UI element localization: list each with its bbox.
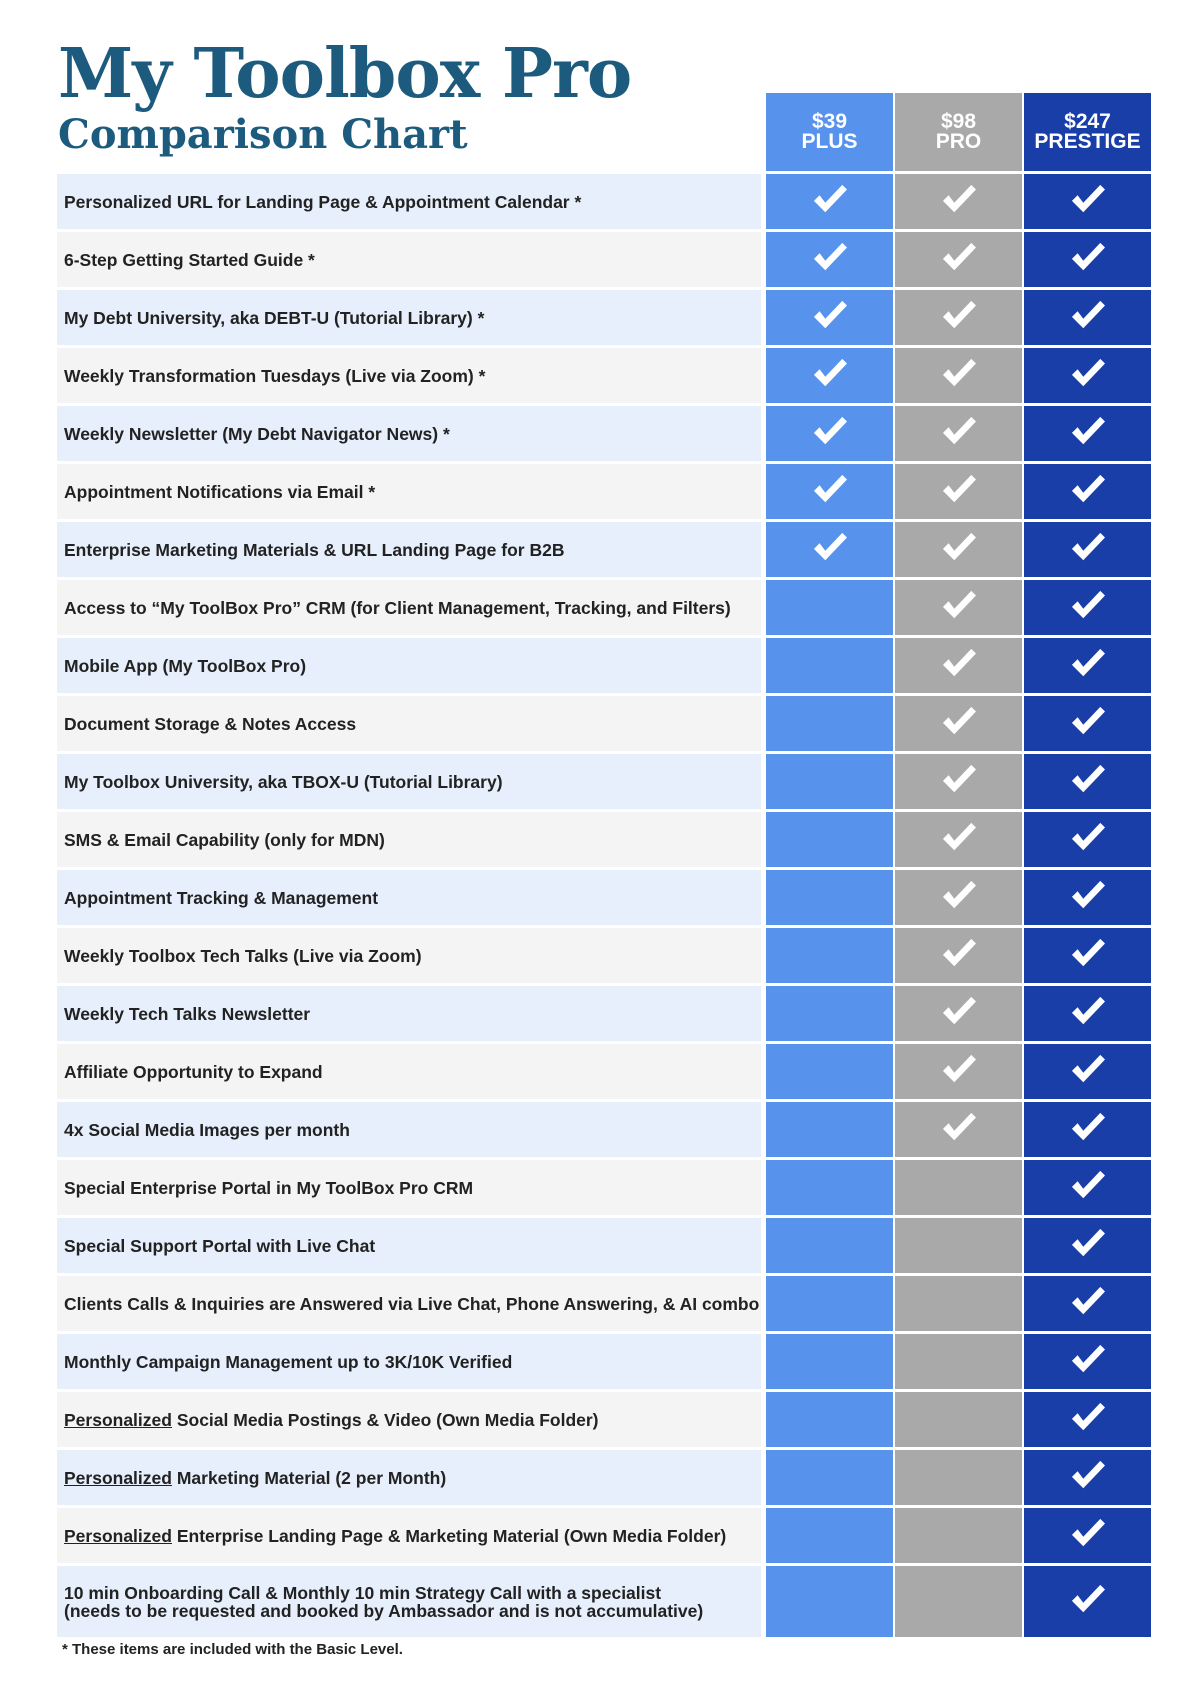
feature-text-body: Personalized URL for Landing Page & Appointment Calendar * [64, 191, 582, 212]
checkmark-icon [1069, 1458, 1107, 1497]
cell-prestige [1024, 986, 1151, 1041]
table-row [57, 406, 1152, 461]
cell-plus [766, 232, 893, 287]
cell-plus [766, 696, 893, 751]
checkmark-icon [1069, 820, 1107, 859]
feature-emphasis: Personalized [64, 1467, 172, 1488]
cell-prestige [1024, 870, 1151, 925]
checkmark-icon [1069, 1400, 1107, 1439]
checkmark-icon [1069, 182, 1107, 221]
feature-label [57, 754, 761, 809]
cell-prestige [1024, 406, 1151, 461]
checkmark-icon [940, 240, 978, 279]
feature-text [64, 1179, 761, 1197]
cell-plus [766, 870, 893, 925]
feature-text [64, 483, 761, 501]
cell-plus [766, 1392, 893, 1447]
feature-text [64, 1527, 761, 1545]
cell-pro [895, 290, 1022, 345]
feature-text-body: Appointment Tracking & Management [64, 887, 379, 908]
table-row [57, 1450, 1152, 1505]
cell-plus [766, 1276, 893, 1331]
cell-plus [766, 522, 893, 577]
feature-label [57, 1218, 761, 1273]
cell-pro [895, 754, 1022, 809]
checkmark-icon [940, 1052, 978, 1091]
cell-prestige [1024, 348, 1151, 403]
feature-text-body: 10 min Onboarding Call & Monthly 10 min Strategy Call with a specialist [64, 1582, 662, 1603]
checkmark-icon [1069, 356, 1107, 395]
plan-name: PRO [935, 130, 982, 153]
cell-prestige [1024, 522, 1151, 577]
cell-plus [766, 754, 893, 809]
feature-label [57, 406, 761, 461]
feature-text-body: My Debt University, aka DEBT-U (Tutorial Library) * [64, 307, 485, 328]
footnote: * These items are included with the Basic Level. [62, 1641, 403, 1658]
feature-text [64, 773, 761, 791]
feature-text [64, 1237, 761, 1255]
feature-label [57, 928, 761, 983]
checkmark-icon [1069, 530, 1107, 569]
table-row [57, 522, 1152, 577]
checkmark-icon [1069, 762, 1107, 801]
feature-label [57, 696, 761, 751]
feature-text-body: Weekly Newsletter (My Debt Navigator News) * [64, 423, 450, 444]
feature-label [57, 290, 761, 345]
cell-plus [766, 812, 893, 867]
cell-prestige [1024, 1276, 1151, 1331]
feature-text [64, 1469, 761, 1487]
table-row [57, 174, 1152, 229]
cell-prestige [1024, 1334, 1151, 1389]
feature-text-body: Enterprise Landing Page & Marketing Material (Own Media Folder) [171, 1525, 727, 1546]
checkmark-icon [811, 356, 849, 395]
cell-plus [766, 928, 893, 983]
cell-prestige [1024, 638, 1151, 693]
feature-label [57, 580, 761, 635]
checkmark-icon [1069, 1342, 1107, 1381]
plan-price: $39 [811, 110, 848, 133]
feature-emphasis: Personalized [64, 1409, 172, 1430]
cell-plus [766, 1508, 893, 1563]
feature-text-body: Special Support Portal with Live Chat [64, 1235, 376, 1256]
feature-label [57, 1450, 761, 1505]
cell-prestige [1024, 1450, 1151, 1505]
feature-text [64, 425, 761, 443]
cell-plus [766, 580, 893, 635]
table-row [57, 1276, 1152, 1331]
feature-label [57, 1044, 761, 1099]
feature-label [57, 1102, 761, 1157]
feature-label [57, 1276, 761, 1331]
table-row [57, 1218, 1152, 1273]
table-row [57, 638, 1152, 693]
checkmark-icon [940, 356, 978, 395]
feature-text-body: Mobile App (My ToolBox Pro) [64, 655, 307, 676]
cell-plus [766, 638, 893, 693]
cell-pro [895, 1218, 1022, 1273]
cell-pro [895, 522, 1022, 577]
feature-label [57, 638, 761, 693]
feature-text-body: 4x Social Media Images per month [64, 1119, 350, 1140]
table-row [57, 348, 1152, 403]
checkmark-icon [940, 414, 978, 453]
feature-text [64, 541, 761, 559]
feature-text-body: Weekly Transformation Tuesdays (Live via Zoom) * [64, 365, 486, 386]
feature-label [57, 464, 761, 519]
table-row [57, 232, 1152, 287]
table-row [57, 696, 1152, 751]
table-row [57, 580, 1152, 635]
table-row [57, 754, 1152, 809]
checkmark-icon [1069, 240, 1107, 279]
feature-label [57, 1508, 761, 1563]
feature-text-body: Enterprise Marketing Materials & URL Landing Page for B2B [64, 539, 565, 560]
feature-text [64, 1411, 761, 1429]
plan-header-plus [766, 93, 893, 171]
feature-text [64, 715, 761, 733]
feature-text [64, 1121, 761, 1139]
cell-plus [766, 1218, 893, 1273]
checkmark-icon [940, 472, 978, 511]
feature-text [64, 251, 761, 269]
cell-prestige [1024, 1160, 1151, 1215]
plan-price: $98 [940, 110, 977, 133]
cell-pro [895, 986, 1022, 1041]
feature-text [64, 1295, 761, 1313]
checkmark-icon [1069, 878, 1107, 917]
feature-text [64, 1063, 761, 1081]
checkmark-icon [811, 414, 849, 453]
cell-pro [895, 1102, 1022, 1157]
checkmark-icon [811, 182, 849, 221]
cell-pro [895, 1276, 1022, 1331]
table-row [57, 986, 1152, 1041]
checkmark-icon [1069, 1168, 1107, 1207]
cell-prestige [1024, 580, 1151, 635]
feature-emphasis: Personalized [64, 1525, 172, 1546]
plan-header-pro [895, 93, 1022, 171]
table-row [57, 1334, 1152, 1389]
plan-price: $247 [1064, 110, 1111, 133]
cell-pro [895, 1508, 1022, 1563]
feature-label [57, 870, 761, 925]
checkmark-icon [940, 704, 978, 743]
cell-pro [895, 870, 1022, 925]
cell-pro [895, 348, 1022, 403]
cell-plus [766, 290, 893, 345]
cell-prestige [1024, 812, 1151, 867]
cell-pro [895, 580, 1022, 635]
cell-prestige [1024, 464, 1151, 519]
feature-text [64, 889, 761, 907]
feature-text-body: Access to “My ToolBox Pro” CRM (for Client Management, Tracking, and Filters) [64, 597, 731, 618]
page-title: My Toolbox Pro [58, 34, 632, 114]
checkmark-icon [1069, 1284, 1107, 1323]
feature-text [64, 947, 761, 965]
feature-text-body: Weekly Tech Talks Newsletter [64, 1003, 311, 1024]
checkmark-icon [1069, 1582, 1107, 1621]
feature-text [64, 831, 761, 849]
cell-pro [895, 638, 1022, 693]
cell-prestige [1024, 1044, 1151, 1099]
checkmark-icon [940, 936, 978, 975]
feature-label [57, 1566, 761, 1637]
table-row [57, 290, 1152, 345]
cell-prestige [1024, 928, 1151, 983]
checkmark-icon [940, 298, 978, 337]
checkmark-icon [1069, 1226, 1107, 1265]
checkmark-icon [811, 240, 849, 279]
cell-pro [895, 464, 1022, 519]
feature-text [64, 367, 761, 385]
feature-text [64, 309, 761, 327]
feature-text-body: Weekly Toolbox Tech Talks (Live via Zoom) [64, 945, 422, 966]
cell-plus [766, 1102, 893, 1157]
feature-text-body: Clients Calls & Inquiries are Answered via Live Chat, Phone Answering, & AI combo [64, 1293, 760, 1314]
feature-text-body: SMS & Email Capability (only for MDN) [64, 829, 385, 850]
comparison-table [57, 174, 1152, 1640]
cell-prestige [1024, 696, 1151, 751]
table-row [57, 928, 1152, 983]
checkmark-icon [1069, 994, 1107, 1033]
feature-text [64, 1584, 761, 1602]
checkmark-icon [1069, 1516, 1107, 1555]
table-row [57, 870, 1152, 925]
cell-pro [895, 406, 1022, 461]
feature-text-body: My Toolbox University, aka TBOX-U (Tutorial Library) [64, 771, 503, 792]
feature-label [57, 1392, 761, 1447]
cell-prestige [1024, 1566, 1151, 1637]
feature-text-body: Social Media Postings & Video (Own Media Folder) [171, 1409, 599, 1430]
cell-prestige [1024, 1508, 1151, 1563]
cell-prestige [1024, 1218, 1151, 1273]
plan-name: PRESTIGE [1034, 130, 1141, 153]
cell-pro [895, 1450, 1022, 1505]
table-row [57, 1566, 1152, 1637]
feature-label [57, 522, 761, 577]
cell-pro [895, 928, 1022, 983]
checkmark-icon [1069, 414, 1107, 453]
feature-text-body: Document Storage & Notes Access [64, 713, 357, 734]
cell-plus [766, 1566, 893, 1637]
checkmark-icon [940, 588, 978, 627]
cell-pro [895, 232, 1022, 287]
feature-text [64, 657, 761, 675]
cell-plus [766, 1334, 893, 1389]
plan-header-prestige [1024, 93, 1151, 171]
checkmark-icon [1069, 1052, 1107, 1091]
cell-pro [895, 174, 1022, 229]
feature-text-body: Appointment Notifications via Email * [64, 481, 376, 502]
checkmark-icon [940, 762, 978, 801]
cell-pro [895, 812, 1022, 867]
table-row [57, 1102, 1152, 1157]
checkmark-icon [940, 878, 978, 917]
cell-plus [766, 986, 893, 1041]
checkmark-icon [811, 472, 849, 511]
table-row [57, 812, 1152, 867]
table-row [57, 1044, 1152, 1099]
checkmark-icon [1069, 704, 1107, 743]
checkmark-icon [940, 182, 978, 221]
cell-prestige [1024, 754, 1151, 809]
checkmark-icon [811, 530, 849, 569]
table-row [57, 1508, 1152, 1563]
cell-plus [766, 1044, 893, 1099]
cell-plus [766, 464, 893, 519]
cell-pro [895, 1334, 1022, 1389]
cell-prestige [1024, 1102, 1151, 1157]
feature-text-body: Affiliate Opportunity to Expand [64, 1061, 323, 1082]
checkmark-icon [940, 820, 978, 859]
checkmark-icon [940, 994, 978, 1033]
feature-text [64, 193, 761, 211]
cell-pro [895, 1566, 1022, 1637]
checkmark-icon [1069, 588, 1107, 627]
table-row [57, 464, 1152, 519]
page-subtitle: Comparison Chart [58, 111, 468, 158]
cell-pro [895, 1160, 1022, 1215]
table-row [57, 1160, 1152, 1215]
feature-label [57, 986, 761, 1041]
checkmark-icon [1069, 298, 1107, 337]
cell-plus [766, 1450, 893, 1505]
cell-prestige [1024, 1392, 1151, 1447]
feature-text-body: Monthly Campaign Management up to 3K/10K Verified [64, 1351, 513, 1372]
feature-text-body: Special Enterprise Portal in My ToolBox Pro CRM [64, 1177, 474, 1198]
checkmark-icon [1069, 1110, 1107, 1149]
feature-text [64, 1353, 761, 1371]
feature-label [57, 812, 761, 867]
plan-name: PLUS [801, 130, 858, 153]
checkmark-icon [1069, 936, 1107, 975]
checkmark-icon [1069, 646, 1107, 685]
checkmark-icon [940, 1110, 978, 1149]
cell-prestige [1024, 290, 1151, 345]
checkmark-icon [811, 298, 849, 337]
cell-plus [766, 348, 893, 403]
checkmark-icon [940, 646, 978, 685]
cell-plus [766, 406, 893, 461]
feature-text-body: 6-Step Getting Started Guide * [64, 249, 315, 270]
feature-label [57, 174, 761, 229]
feature-label [57, 232, 761, 287]
feature-text [64, 599, 761, 617]
feature-label [57, 1334, 761, 1389]
feature-label [57, 1160, 761, 1215]
cell-prestige [1024, 174, 1151, 229]
cell-pro [895, 1044, 1022, 1099]
checkmark-icon [940, 530, 978, 569]
feature-text [64, 1005, 761, 1023]
feature-label [57, 348, 761, 403]
feature-text-body: Marketing Material (2 per Month) [171, 1467, 447, 1488]
cell-pro [895, 696, 1022, 751]
cell-prestige [1024, 232, 1151, 287]
cell-plus [766, 174, 893, 229]
feature-text-secondary: (needs to be requested and booked by Ambassador and is not accumulative) [64, 1600, 704, 1621]
cell-plus [766, 1160, 893, 1215]
checkmark-icon [1069, 472, 1107, 511]
table-row [57, 1392, 1152, 1447]
cell-pro [895, 1392, 1022, 1447]
